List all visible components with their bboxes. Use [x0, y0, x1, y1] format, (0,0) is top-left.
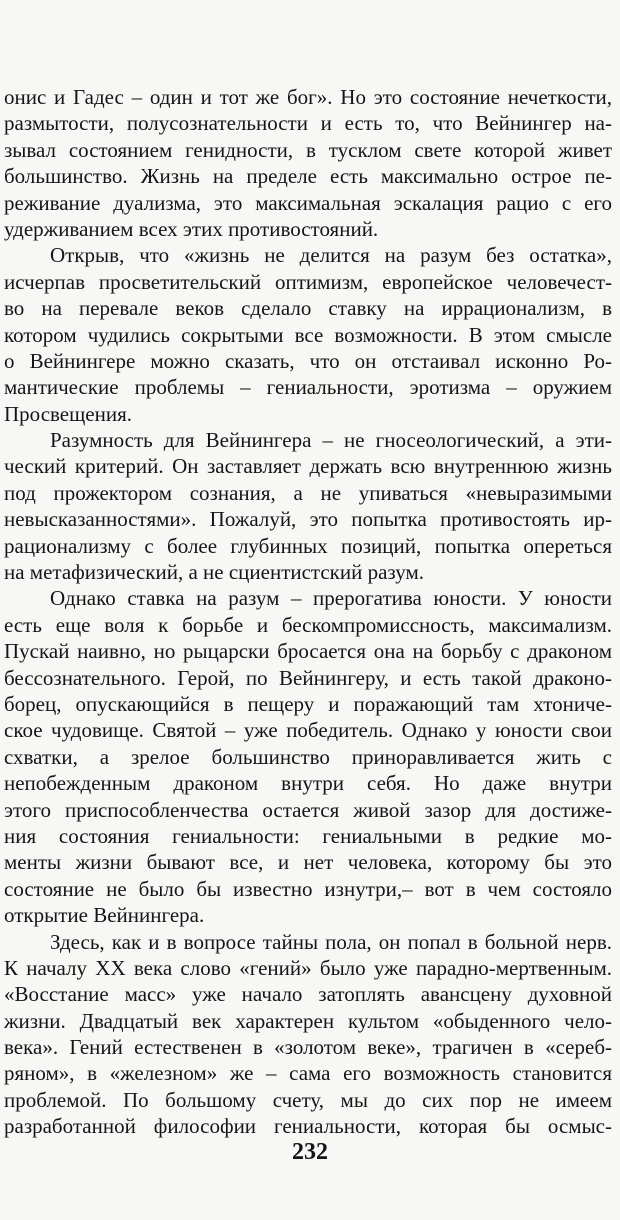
- text-line: ния состояния гениальности: гениальными в редкие мо-: [4, 823, 612, 848]
- text-line: Разумность для Вейнингера – не гносеологический, а эти-: [50, 428, 612, 453]
- text-line: борец, опускающийся в пещеру и поражающий там хтониче-: [4, 691, 612, 716]
- text-line: ское чудовище. Святой – уже победитель. Однако у юности свои: [4, 718, 612, 743]
- text-line: непобежденным драконом внутри себя. Но даже внутри: [4, 771, 612, 796]
- text-line: рационализму с более глубинных позиций, попытка опереться: [4, 533, 612, 558]
- text-line: невысказанностями». Пожалуй, это попытка противостоять ир-: [4, 507, 612, 532]
- text-line: открытие Вейнингера.: [4, 903, 205, 928]
- text-line: состояние не было бы известно изнутри,– вот в чем состояло: [4, 876, 612, 901]
- text-line: во на перевале веков сделало ставку на иррационализм, в: [4, 296, 612, 321]
- text-line: большинство. Жизнь на пределе есть максимально острое пе-: [4, 164, 612, 189]
- text-line: исчерпав просветительский оптимизм, европейское человечест-: [4, 269, 612, 294]
- text-line: бессознательного. Герой, по Вейнингеру, и есть такой драконо-: [4, 665, 612, 690]
- page-number: 232: [292, 1139, 328, 1165]
- text-line: мантические проблемы – гениальности, эротизма – оружием: [4, 375, 612, 400]
- text-line: котором чудились сокрытыми все возможности. В этом смысле: [4, 322, 612, 347]
- text-line: жизни. Двадцатый век характерен культом «обыденного чело-: [4, 1008, 612, 1033]
- text-line: схватки, а зрелое большинство приноравливается жить с: [4, 744, 612, 769]
- text-line: о Вейнингере можно сказать, что он отстаивал исконно Ро-: [4, 348, 612, 373]
- text-line: этого приспособленчества остается живой зазор для достиже-: [4, 797, 612, 822]
- text-line: Здесь, как и в вопросе тайны пола, он попал в больной нерв.: [50, 929, 612, 954]
- text-line: реживание дуализма, это максимальная эскалация рацио с его: [4, 190, 612, 215]
- text-line: онис и Гадес – один и тот же бог». Но это состояние нечеткости,: [4, 85, 612, 109]
- text-line: Пускай наивно, но рыцарски бросается она на борьбу с драконом: [4, 639, 612, 664]
- text-line: под прожектором сознания, а не упиваться «невыразимыми: [4, 480, 612, 505]
- text-line: Просвещения.: [4, 401, 132, 426]
- text-line: на метафизический, а не сциентистский разум.: [4, 560, 425, 585]
- text-line: проблемой. По большому счету, мы до сих пор не имеем: [4, 1087, 612, 1112]
- text-line: зывал состоянием генидности, в тусклом свете которой живет: [4, 137, 612, 162]
- text-line: ческий критерий. Он заставляет держать всю внутреннюю жизнь: [4, 454, 612, 479]
- page-text: [4, 84, 612, 1140]
- text-line: Однако ставка на разум – прерогатива юности. У юности: [50, 586, 612, 611]
- text-line: Открыв, что «жизнь не делится на разум без остатка»,: [50, 243, 612, 268]
- text-line: «Восстание масс» уже начало затоплять авансцену духовной: [4, 982, 612, 1007]
- text-line: менты жизни бывают все, и нет человека, которому бы это: [4, 850, 612, 875]
- text-line: ряном», в «железном» же – сама его возможность становится: [4, 1061, 612, 1086]
- text-line: века». Гений естественен в «золотом веке», трагичен в «сереб-: [4, 1035, 612, 1060]
- text-line: разработанной философии гениальности, которая бы осмыс-: [4, 1114, 612, 1139]
- text-line: К началу XX века слово «гений» было уже парадно-мертвенным.: [4, 955, 612, 980]
- text-line: есть еще воля к борьбе и бескомпромиссность, максимализм.: [4, 612, 612, 637]
- text-line: размытости, полусознательности и есть то, что Вейнингер на-: [4, 111, 612, 136]
- text-line: удерживанием всех этих противостояний.: [4, 216, 379, 241]
